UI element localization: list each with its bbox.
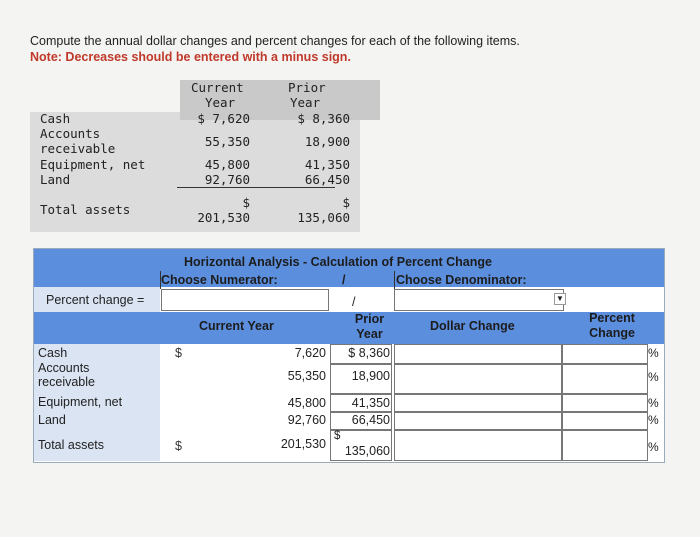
row-label-accounts-receivable: Accounts receivable (40, 126, 116, 156)
choose-numerator-label: Choose Numerator: (161, 273, 278, 287)
ar-prior: 18,900 (304, 134, 350, 149)
row-label-land: Land (38, 413, 66, 427)
cash-current: $ 7,620 (197, 111, 250, 126)
given-data-table (30, 80, 360, 230)
cash-percent-change-input[interactable] (562, 344, 648, 364)
total-dollar-change-input[interactable] (394, 430, 562, 461)
row-label-cash: Cash (38, 346, 68, 360)
prior-year-header-2: Year (290, 95, 321, 110)
row-label-cash: Cash (40, 111, 71, 126)
equipment-current: 45,800 (204, 157, 250, 172)
horizontal-analysis-grid (33, 248, 665, 463)
land-percent-sign: % (648, 413, 659, 427)
ar-percent-sign: % (648, 370, 659, 384)
cash-percent-sign: % (648, 346, 659, 360)
cash-prior: $ 8,360 (348, 346, 390, 360)
current-year-header-1: Current (191, 80, 244, 95)
cash-dollar-sign: $ (175, 346, 182, 360)
cash-dollar-change-input[interactable] (394, 344, 562, 364)
ar-prior: 18,900 (351, 369, 390, 383)
land-prior: 66,450 (351, 413, 390, 427)
land-current: 92,760 (287, 413, 326, 427)
total-current: 201,530 (197, 210, 250, 225)
cash-prior: $ 8,360 (297, 111, 350, 126)
prior-year-header-1: Prior (288, 80, 326, 95)
current-year-header-2: Year (205, 95, 236, 110)
land-prior: 66,450 (304, 172, 350, 187)
ar-dollar-change-input[interactable] (394, 364, 562, 394)
cash-current: 7,620 (294, 346, 326, 360)
slash-divider-2: / (352, 295, 356, 309)
total-current-symbol: $ (242, 195, 250, 210)
col-percent-change-2: Change (589, 326, 635, 340)
total-percent-sign: % (648, 440, 659, 454)
total-prior: 135,060 (297, 210, 350, 225)
land-dollar-change-input[interactable] (394, 412, 562, 430)
ar-percent-change-input[interactable] (562, 364, 648, 394)
equipment-prior: 41,350 (351, 396, 390, 410)
numerator-select[interactable] (161, 289, 329, 311)
denominator-select[interactable] (394, 289, 564, 311)
equipment-current: 45,800 (287, 396, 326, 410)
row-label-total-assets: Total assets (40, 202, 131, 217)
col-dollar-change: Dollar Change (430, 319, 515, 333)
total-current: 201,530 (280, 437, 326, 451)
slash-divider: / (342, 273, 346, 287)
col-current-year: Current Year (199, 319, 274, 333)
total-prior-symbol: $ (342, 195, 350, 210)
divider (394, 271, 395, 289)
row-label-equipment: Equipment, net (38, 395, 123, 409)
total-prior: 135,060 (344, 444, 390, 458)
chevron-down-icon[interactable]: ▼ (554, 293, 566, 305)
total-dollar-sign: $ (175, 439, 182, 453)
row-label-accounts-receivable: Accounts receivable (38, 361, 95, 389)
note-text: Note: Decreases should be entered with a minus sign. (30, 50, 351, 64)
ar-current: 55,350 (287, 369, 326, 383)
land-percent-change-input[interactable] (562, 412, 648, 430)
divider (160, 271, 161, 289)
row-label-total-assets: Total assets (38, 438, 105, 452)
row-label-land: Land (40, 172, 71, 187)
land-current: 92,760 (204, 172, 250, 187)
col-prior-year-1: Prior (354, 312, 385, 326)
total-percent-change-input[interactable] (562, 430, 648, 461)
ar-current: 55,350 (204, 134, 250, 149)
equipment-percent-change-input[interactable] (562, 394, 648, 412)
subtotal-rule (177, 187, 335, 188)
percent-change-label: Percent change = (46, 293, 145, 307)
instructions (30, 33, 520, 65)
instruction-text: Compute the annual dollar changes and percent changes for each of the following items. (30, 34, 520, 48)
col-percent-change-1: Percent (589, 311, 635, 325)
equipment-prior: 41,350 (304, 157, 350, 172)
row-label-equipment: Equipment, net (40, 157, 146, 172)
equipment-dollar-change-input[interactable] (394, 394, 562, 412)
choose-denominator-label: Choose Denominator: (396, 273, 527, 287)
analysis-title: Horizontal Analysis - Calculation of Percent Change (184, 255, 492, 269)
col-prior-year-2: Year (356, 327, 383, 341)
total-prior-dollar-sign: $ (334, 430, 341, 442)
equipment-percent-sign: % (648, 396, 659, 410)
